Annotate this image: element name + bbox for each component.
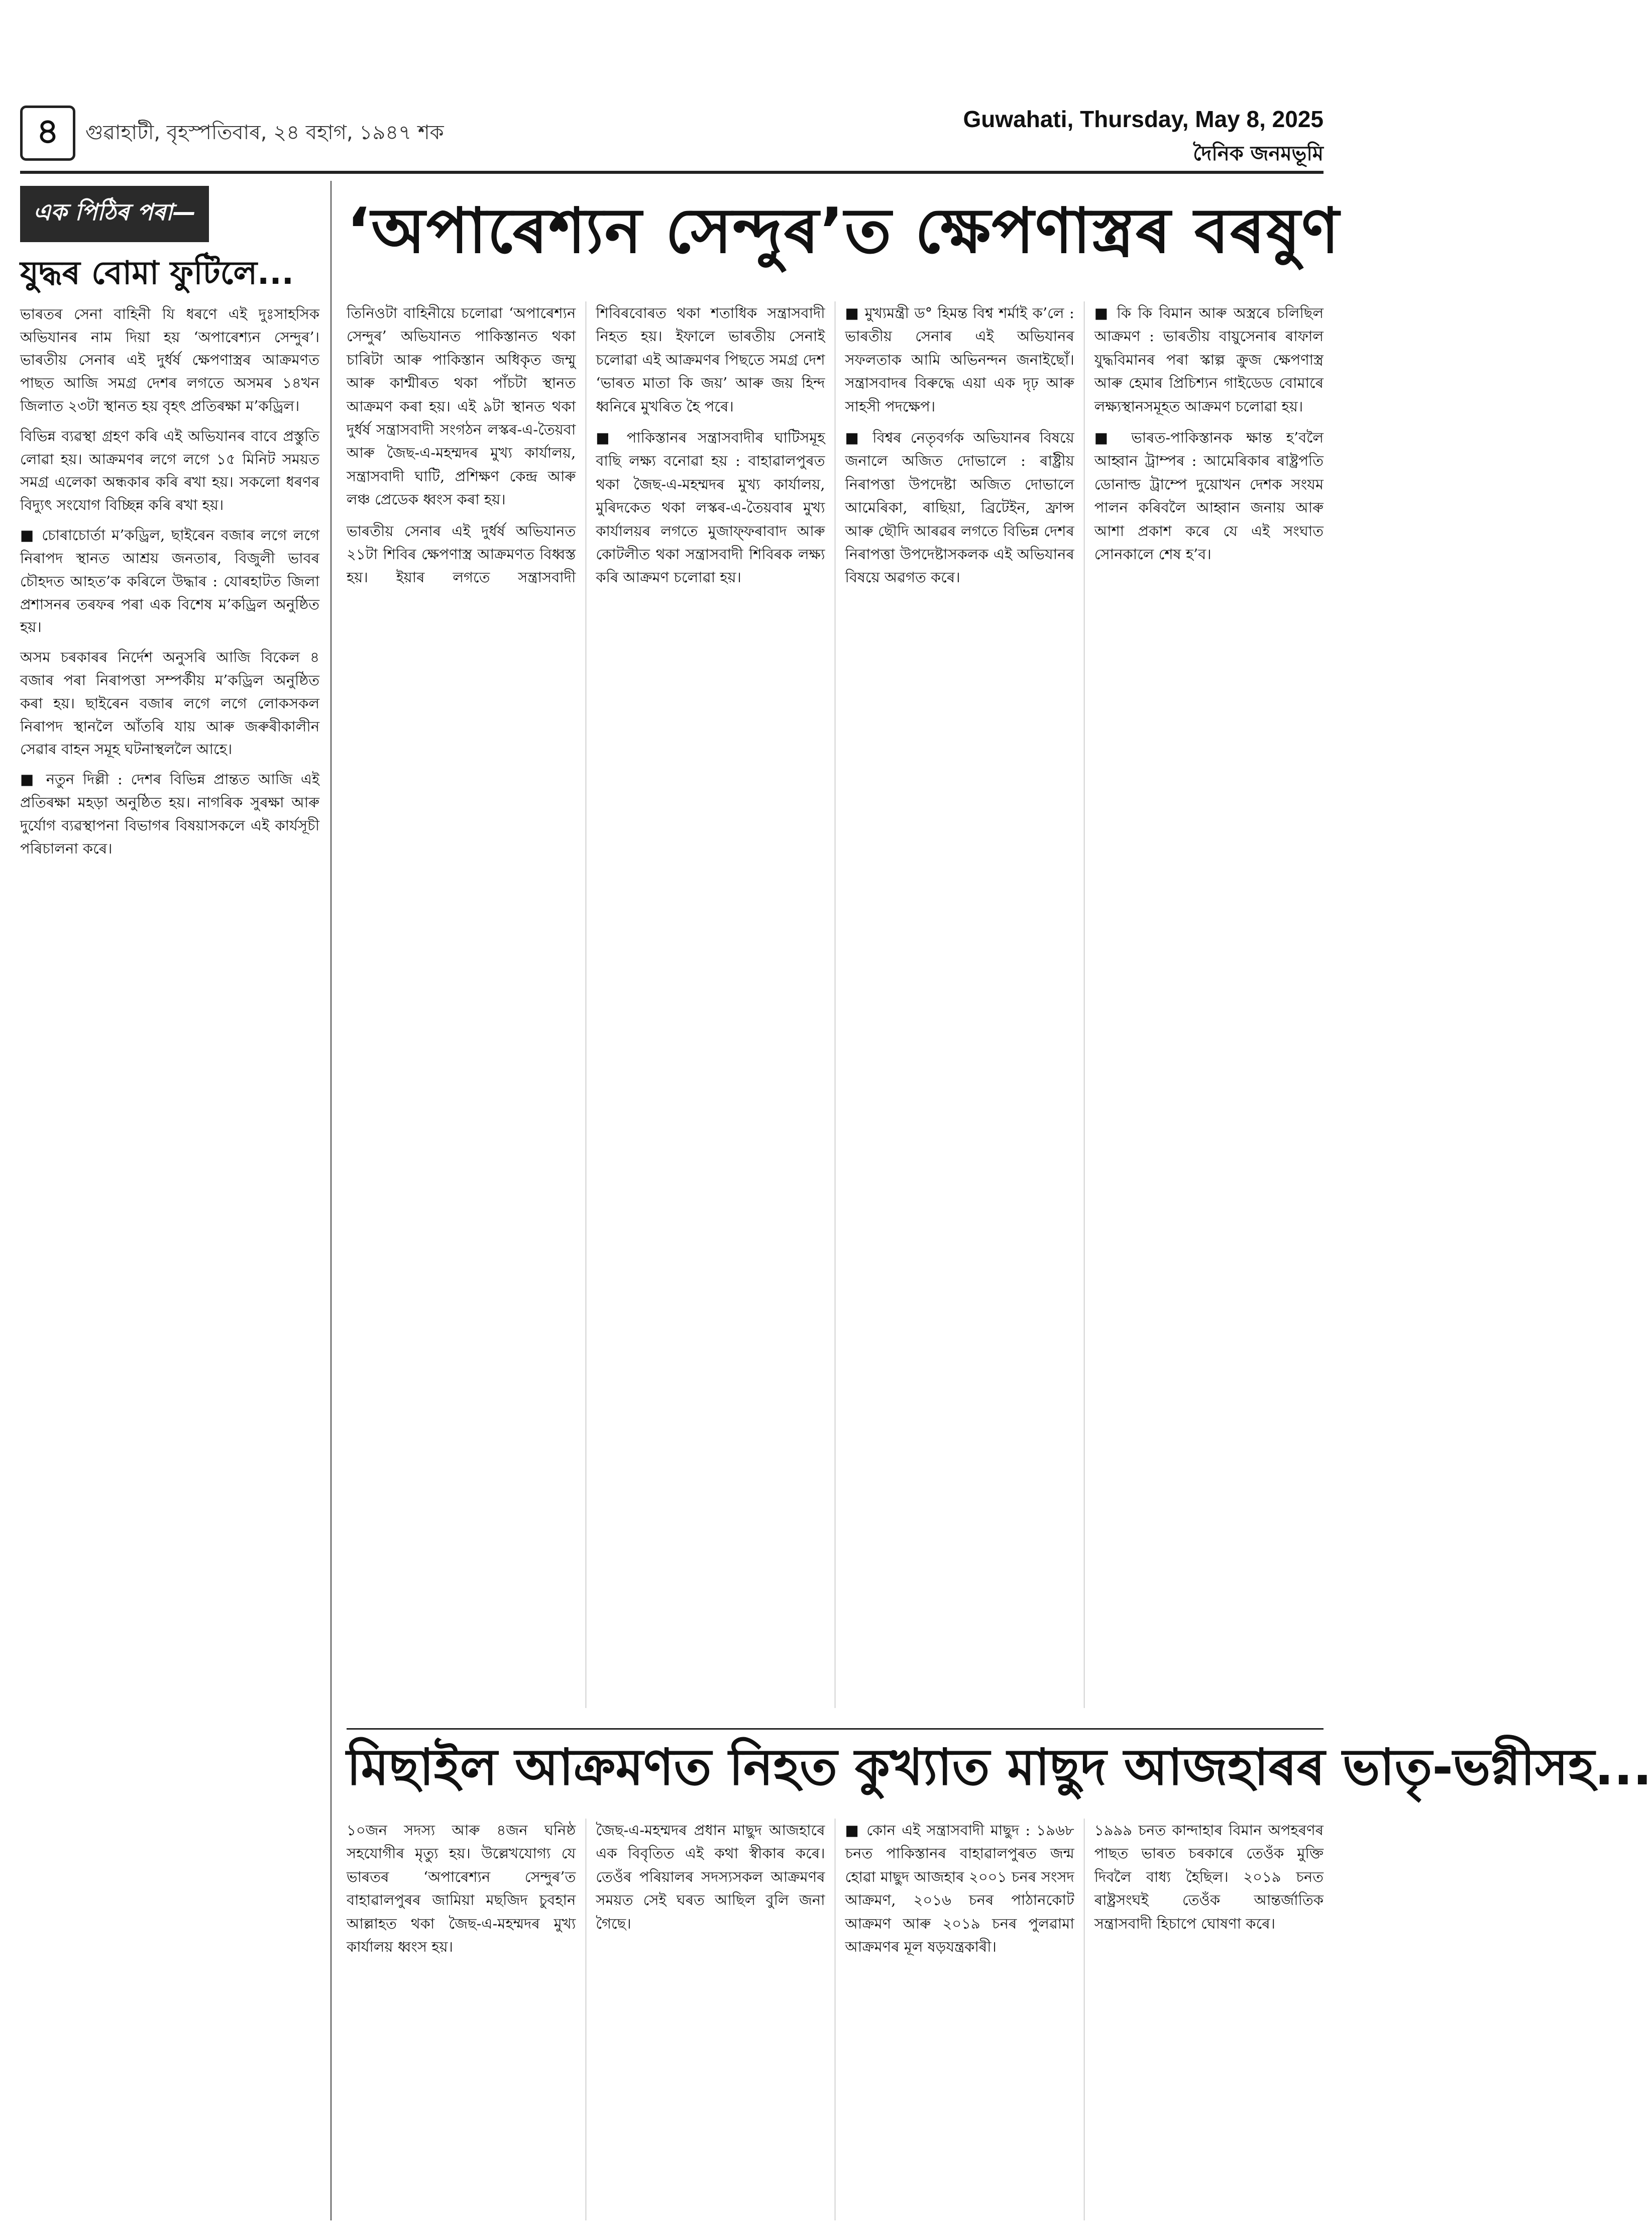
main-story-body <box>347 301 1324 1708</box>
continued-kicker: এক পিঠিৰ পৰা— <box>20 186 209 242</box>
second-story-paragraph: ■ কোন এই সন্ত্ৰাসবাদী মাছুদ : ১৯৬৮ চনত পাকিস্তানৰ বাহাৱালপুৰত জন্ম হোৱা মাছুদ আজহাৰ ২০০১ চনৰ সংসদ আক্ৰমণ, ২০১৬ চনৰ পাঠানকোট আক্ৰমণ আৰু ২০১৯ চনৰ পুলৱামা আক্ৰমণৰ মূল ষড়যন্ত্ৰকাৰী। <box>845 1822 1074 1955</box>
main-story-paragraph: ■ বিশ্বৰ নেতৃবৰ্গক অভিযানৰ বিষয়ে জনালে অজিত দোভালে : ৰাষ্ট্ৰীয় নিৰাপত্তা উপদেষ্টা অজিত দোভালে আমেৰিকা, ৰাছিয়া, ব্ৰিটেইন, ফ্ৰান্স আৰু ছৌদি আৰৱৰ লগতে বিভিন্ন দেশৰ নিৰাপত্তা উপদেষ্টাসকলক এই অভিযানৰ বিষয়ে অৱগত কৰে। <box>845 429 1074 586</box>
left-story-paragraph: বিভিন্ন ব্যৱস্থা গ্ৰহণ কৰি এই অভিযানৰ বাবে প্ৰস্তুতি লোৱা হয়। আক্ৰমণৰ লগে লগে ১৫ মিনিট সময়ত সমগ্ৰ এলেকা অন্ধকাৰ কৰি ৰখা হয়। সকলো ধৰণৰ বিদ্যুৎ সংযোগ বিচ্ছিন্ন কৰি ৰখা হয়। <box>20 427 319 514</box>
main-story-paragraph: ■ কি কি বিমান আৰু অস্ত্ৰৰে চলিছিল আক্ৰমণ : ভাৰতীয় বায়ুসেনাৰ ৰাফাল যুদ্ধবিমানৰ পৰা স্কাল্প ক্ৰুজ ক্ষেপণাস্ত্ৰ আৰু হেমাৰ প্ৰিচিশ্যন গাইডেড বোমাৰে লক্ষ্যস্থানসমূহত আক্ৰমণ চলোৱা হয়। <box>1094 304 1324 415</box>
second-story-headline: মিছাইল আক্ৰমণত নিহত কুখ্যাত মাছুদ আজহাৰৰ ভাতৃ-ভগ্নীসহ... <box>347 1728 1324 1805</box>
dateline-english: Guwahati, Thursday, May 8, 2025 <box>963 106 1324 132</box>
left-story-paragraph: ভাৰতৰ সেনা বাহিনী যি ধৰণে এই দুঃসাহসিক অভিযানৰ নাম দিয়া হয় ‘অপাৰেশ্যন সেন্দুৰ’। ভাৰতীয় সেনাৰ এই দুৰ্ধৰ্ষ ক্ষেপণাস্ত্ৰৰ আক্ৰমণত পাছত আজি সমগ্ৰ দেশৰ লগতে অসমৰ ১৪খন জিলাত ২৩টা স্থানত হয় বৃহৎ প্ৰতিৰক্ষা ম’কড্ৰিল। <box>20 305 319 415</box>
main-story-paragraph: ■ ভাৰত-পাকিস্তানক ক্ষান্ত হ’বলৈ আহ্বান ট্ৰাম্পৰ : আমেৰিকাৰ ৰাষ্ট্ৰপতি ডোনাল্ড ট্ৰাম্পে দুয়োখন দেশক সংযম পালন কৰিবলৈ আহ্বান জনায় আৰু আশা প্ৰকাশ কৰে যে এই সংঘাত সোনকালে শেষ হ’ব। <box>1094 429 1324 563</box>
main-story-paragraph: তিনিওটা বাহিনীয়ে চলোৱা ‘অপাৰেশ্যন সেন্দুৰ’ অভিযানত পাকিস্তানত থকা চাৰিটা আৰু পাকিস্তান অধিকৃত জম্মু আৰু কাশ্মীৰত থকা পাঁচটা স্থানত আক্ৰমণ কৰা হয়। এই ৯টা স্থানত থকা দুৰ্ধৰ্ষ সন্ত্ৰাসবাদী সংগঠন লস্কৰ-এ-তৈয়বা আৰু জৈছ-এ-মহম্মদৰ মুখ্য কাৰ্যালয়, সন্ত্ৰাসবাদী ঘাটি, প্ৰশিক্ষণ কেন্দ্ৰ আৰু লঞ্চ প্ৰেডেক ধ্বংস কৰা হয়। <box>347 304 576 508</box>
page-number: ৪ <box>20 105 75 161</box>
second-story-paragraph: ১৯৯৯ চনত কান্দাহাৰ বিমান অপহৰণৰ পাছত ভাৰত চৰকাৰে তেওঁক মুক্তি দিবলৈ বাধ্য হৈছিল। ২০১৯ চনত ৰাষ্ট্ৰসংঘই তেওঁক আন্তৰ্জাতিক সন্ত্ৰাসবাদী হিচাপে ঘোষণা কৰে। <box>1094 1822 1324 1932</box>
dateline-assamese: গুৱাহাটী, বৃহস্পতিবাৰ, ২৪ বহাগ, ১৯৪৭ শক <box>85 121 444 144</box>
left-story-paragraph: ■ নতুন দিল্লী : দেশৰ বিভিন্ন প্ৰান্তত আজি এই প্ৰতিৰক্ষা মহড়া অনুষ্ঠিত হয়। নাগৰিক সুৰক্ষা আৰু দুৰ্যোগ ব্যৱস্থাপনা বিভাগৰ বিষয়াসকলে এই কাৰ্যসূচী পৰিচালনা কৰে। <box>20 771 319 857</box>
main-story-paragraph: ■ মুখ্যমন্ত্ৰী ড° হিমন্ত বিশ্ব শৰ্মাই ক’লে : ভাৰতীয় সেনাৰ এই অভিযানৰ সফলতাক আমি অভিনন্দন জনাইছোঁ। সন্ত্ৰাসবাদৰ বিৰুদ্ধে এয়া এক দৃঢ় আৰু সাহসী পদক্ষেপ। <box>845 304 1074 415</box>
second-story-paragraph: জৈছ-এ-মহম্মদৰ প্ৰধান মাছুদ আজহাৰে এক বিবৃতিত এই কথা স্বীকাৰ কৰে। তেওঁৰ পৰিয়ালৰ সদস্যসকল আক্ৰমণৰ সময়ত সেই ঘৰত আছিল বুলি জনা গৈছে। <box>596 1822 825 1932</box>
main-story-headline: ‘অপাৰেশ্যন সেন্দুৰ’ত ক্ষেপণাস্ত্ৰৰ বৰষুণ <box>347 195 1340 267</box>
left-story-paragraph: অসম চৰকাৰৰ নিৰ্দেশ অনুসৰি আজি বিকেল ৪ বজাৰ পৰা নিৰাপত্তা সম্পৰ্কীয় ম’কড্ৰিল অনুষ্ঠিত কৰা হয়। ছাইৰেন বজাৰ লগে লগে লোকসকল নিৰাপদ স্থানলৈ আঁতৰি যায় আৰু জৰুৰীকালীন সেৱাৰ বাহন সমূহ ঘটনাস্থললৈ আহে। <box>20 649 319 758</box>
main-story-paragraph: ভাৰতীয় সেনাৰ এই দুৰ্ধৰ্ষ অভিযানত ২১টা শিবিৰ ক্ষেপণাস্ত্ৰ আক্ৰমণত বিধ্বস্ত হয়। ইয়াৰ লগতে সন্ত্ৰাসবাদী শিবিৰবোৰত থকা শতাধিক সন্ত্ৰাসবাদী নিহত হয়। ইফালে ভাৰতীয় সেনাই চলোৱা এই আক্ৰমণৰ পিছতে সমগ্ৰ দেশ ‘ভাৰত মাতা কি জয়’ আৰু জয় হিন্দ ধ্বনিৰে মুখৰিত হৈ পৰে। <box>347 304 825 586</box>
second-story-body <box>347 1819 1324 2220</box>
left-story-paragraph: ■ চোৰাচোৰ্তা ম’কড্ৰিল, ছাইৰেন বজাৰ লগে লগে নিৰাপদ স্থানত আশ্ৰয় জনতাৰ, বিজুলী ভাবৰ চৌহদত আহত’ক কৰিলে উদ্ধাৰ : যোৰহাটত জিলা প্ৰশাসনৰ তৰফৰ পৰা এক বিশেষ ম’কড্ৰিল অনুষ্ঠিত হয়। <box>20 526 319 636</box>
page-header <box>20 105 1324 174</box>
second-story-paragraph: ১০জন সদস্য আৰু ৪জন ঘনিষ্ঠ সহযোগীৰ মৃত্যু হয়। উল্লেখযোগ্য যে ভাৰতৰ ‘অপাৰেশ্যন সেন্দুৰ’ত বাহাৱালপুৰৰ জামিয়া মছজিদ চুবহান আল্লাহত থকা জৈছ-এ-মহম্মদৰ মুখ্য কাৰ্যালয় ধ্বংস হয়। <box>347 1822 576 1955</box>
main-story-paragraph: ■ পাকিস্তানৰ সন্ত্ৰাসবাদীৰ ঘাটিসমূহ বাছি লক্ষ্য বনোৱা হয় : বাহাৱালপুৰত থকা জৈছ-এ-মহম্মদৰ মুখ্য কাৰ্যালয়, মুৰিদকেত থকা লস্কৰ-এ-তৈয়বাৰ মুখ্য কাৰ্যালয়ৰ লগতে মুজাফ্ফৰাবাদ আৰু কোটলীত থকা সন্ত্ৰাসবাদী শিবিৰক লক্ষ্য কৰি আক্ৰমণ চলোৱা হয়। <box>596 429 825 586</box>
left-column-story <box>20 181 332 2220</box>
left-story-headline: যুদ্ধৰ বোমা ফুটিলে... <box>20 255 294 292</box>
newspaper-name: দৈনিক জনমভূমি <box>1193 142 1324 165</box>
